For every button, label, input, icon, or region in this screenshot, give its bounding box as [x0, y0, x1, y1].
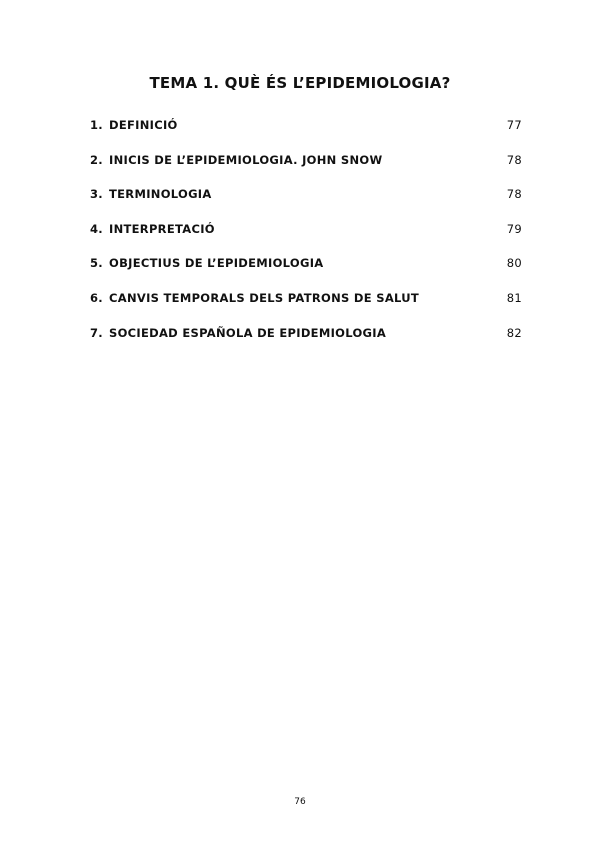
- footer-page-number: 76: [294, 797, 306, 807]
- toc-entry-label: TERMINOLOGIA: [109, 187, 212, 202]
- toc-entry-1: [90, 118, 522, 153]
- toc-entry-6: [90, 291, 522, 326]
- toc-entry-2: [90, 153, 522, 188]
- toc-entry-page: 82: [506, 325, 522, 340]
- toc-entry-label: INICIS DE L’EPIDEMIOLOGIA. JOHN SNOW: [109, 152, 383, 167]
- toc-entry-7: [90, 326, 522, 361]
- toc-entry-page: 79: [506, 221, 522, 236]
- toc-entry-page: 78: [506, 187, 522, 202]
- table-of-contents: [90, 118, 522, 360]
- toc-entry-label: OBJECTIUS DE L’EPIDEMIOLOGIA: [109, 256, 324, 271]
- toc-entry-4: [90, 222, 522, 257]
- toc-entry-number: 6.: [90, 290, 103, 305]
- toc-entry-number: 2.: [90, 152, 103, 167]
- toc-entry-label: INTERPRETACIÓ: [109, 221, 215, 236]
- toc-entry-page: 80: [506, 256, 522, 271]
- toc-entry-number: 5.: [90, 256, 103, 271]
- toc-entry-5: [90, 256, 522, 291]
- toc-entry-number: 7.: [90, 325, 103, 340]
- toc-entry-3: [90, 187, 522, 222]
- toc-entry-page: 77: [506, 118, 522, 132]
- toc-entry-page: 81: [506, 290, 522, 305]
- toc-entry-number: 1.: [90, 118, 103, 132]
- toc-entry-page: 78: [506, 152, 522, 167]
- toc-entry-label: SOCIEDAD ESPAÑOLA DE EPIDEMIOLOGIA: [109, 325, 387, 340]
- toc-entry-label: DEFINICIÓ: [109, 118, 178, 132]
- toc-entry-number: 3.: [90, 187, 103, 202]
- page-title: TEMA 1. QUÈ ÉS L’EPIDEMIOLOGIA?: [149, 74, 451, 92]
- toc-entry-number: 4.: [90, 221, 103, 236]
- toc-entry-label: CANVIS TEMPORALS DELS PATRONS DE SALUT: [109, 290, 420, 305]
